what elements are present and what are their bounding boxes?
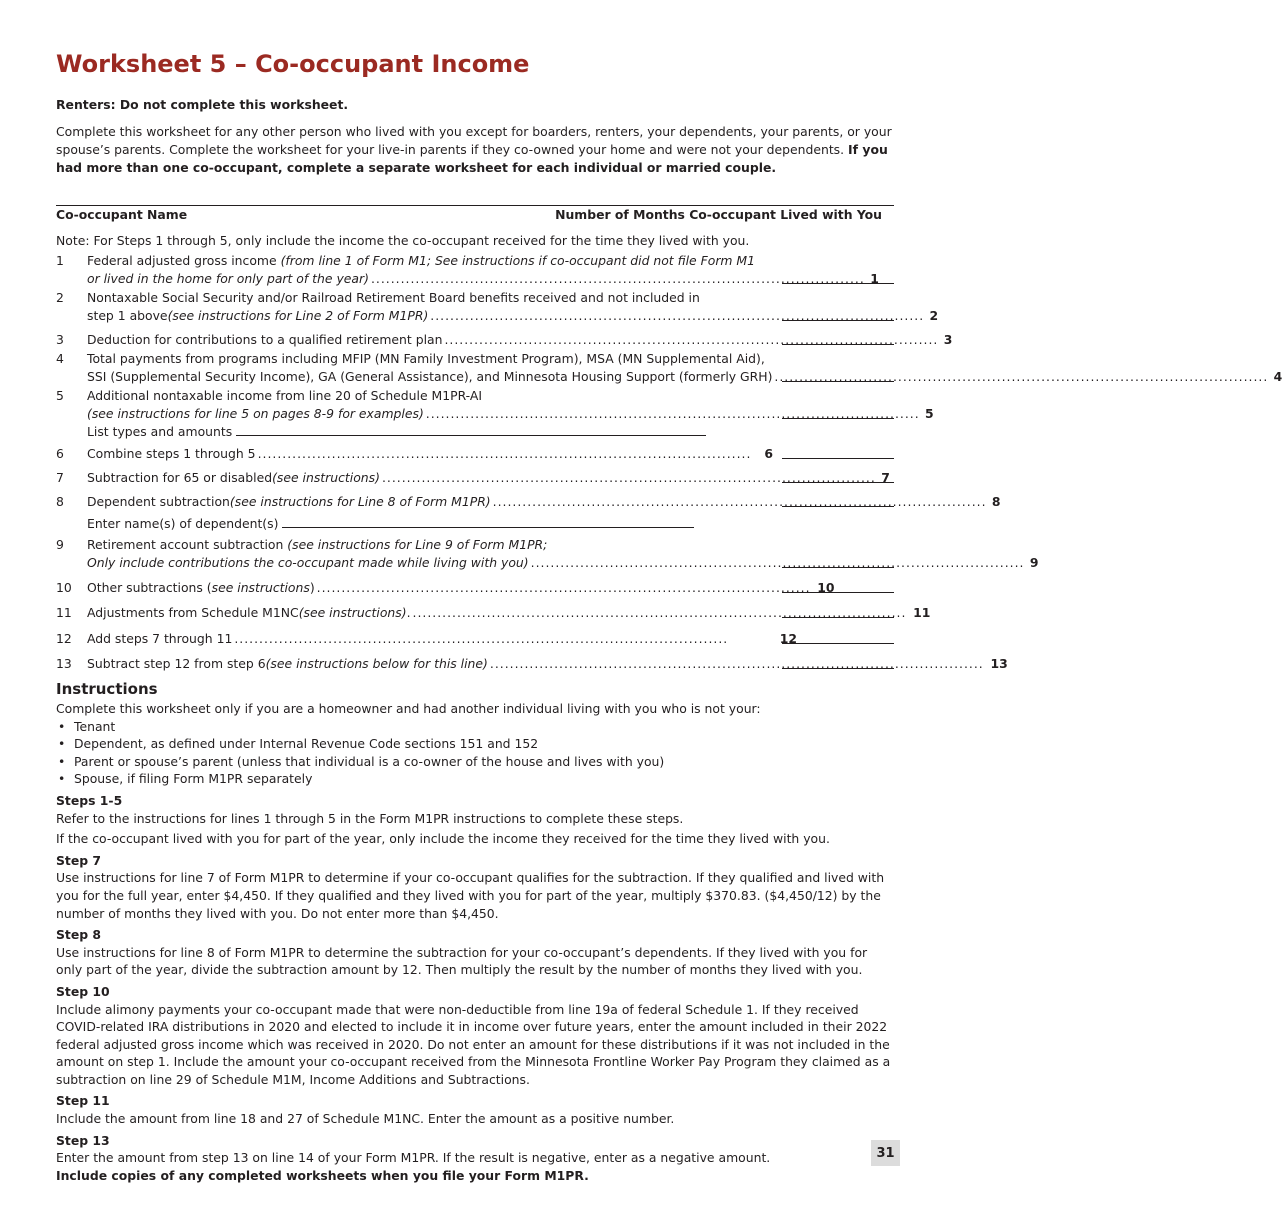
line-italic: or lived in the home for only part of the year) <box>87 271 369 286</box>
line-number: 7 <box>56 470 64 485</box>
step-11-heading: Step 11 <box>56 1093 110 1109</box>
line-text: SSI (Supplemental Security Income), GA (General Assistance), and Minnesota Housing Support (formerly GRH) <box>87 369 773 384</box>
list-item: • Tenant <box>56 718 894 736</box>
answer-field-line-4[interactable] <box>782 381 894 382</box>
worksheet-line-6: 6 Combine steps 1 through 5 .................................................................................................... 6 <box>56 445 894 463</box>
worksheet-line-3: 3 Deduction for contributions to a qualified retirement plan .................................................................................................... 3 <box>56 332 953 347</box>
line-text: step 1 above <box>87 308 168 323</box>
line-text: Combine steps 1 through 5 <box>87 446 256 461</box>
answer-field-line-9[interactable] <box>782 567 894 568</box>
line-italic: Only include contributions the co-occupant made while living with you) <box>87 555 529 570</box>
line-number: 8 <box>56 494 64 509</box>
line-italic: (see instructions for Line 9 of Form M1PR; <box>287 537 548 552</box>
steps-1-5-heading: Steps 1-5 <box>56 792 123 808</box>
list-item: • Dependent, as defined under Internal Revenue Code sections 151 and 152 <box>56 735 894 753</box>
list-item: • Spouse, if filing Form M1PR separately <box>56 770 894 788</box>
line-number: 5 <box>56 388 64 403</box>
instructions-body <box>56 700 894 1184</box>
line-italic: (see instructions for Line 8 of Form M1PR) <box>229 494 491 509</box>
answer-field-line-11[interactable] <box>782 617 894 618</box>
intro-paragraph <box>56 123 894 177</box>
months-lived-label: Number of Months Co-occupant Lived with You <box>555 207 882 222</box>
line-italic: see instructions <box>211 580 310 595</box>
header-rule <box>56 205 894 206</box>
line-number: 6 <box>56 446 64 461</box>
line-number: 2 <box>56 290 64 305</box>
answer-field-line-7[interactable] <box>782 482 894 483</box>
line-number: 9 <box>56 537 64 552</box>
step-13-heading: Step 13 <box>56 1132 110 1148</box>
worksheet-line-12: 12 Add steps 7 through 11 .................................................................................................... 12 <box>56 630 894 648</box>
line-number: 10 <box>56 580 72 595</box>
step-8-heading: Step 8 <box>56 927 102 943</box>
line-text: Total payments from programs including MFIP (MN Family Investment Program), MSA (MN Supplemental Aid), <box>87 351 765 366</box>
worksheet-line-8: 8 Dependent subtraction (see instructions for Line 8 of Form M1PR) .................................................................................................... 8 Enter name(s) of dependent(s) <box>56 494 1001 531</box>
answer-field-line-5[interactable] <box>782 418 894 419</box>
line-text: ) <box>309 580 315 595</box>
line-number: 3 <box>56 332 64 347</box>
list-item: • Parent or spouse’s parent (unless that individual is a co-owner of the house and lives with you) <box>56 753 894 771</box>
instructions-heading: Instructions <box>56 680 158 698</box>
answer-field-line-8[interactable] <box>782 506 894 507</box>
line-ref: 8 <box>991 494 1001 509</box>
worksheet-line-11: 11 Adjustments from Schedule M1NC (see instructions) . .................................................................................................... 11 <box>56 605 931 620</box>
page-number: 31 <box>871 1140 900 1166</box>
worksheet-line-5: 5 Additional nontaxable income from line 20 of Schedule M1PR-AI (see instructions for line 5 on pages 8-9 for examples) .................................................................................................... 5 List types and amounts <box>56 388 934 439</box>
worksheet-line-9: 9 Retirement account subtraction (see instructions for Line 9 of Form M1PR; Only include contributions the co-occupant made while living with you) .................................................................................................... 9 <box>56 537 1039 570</box>
step-11-text: Include the amount from line 18 and 27 of Schedule M1NC. Enter the amount as a positive number. <box>56 1111 675 1127</box>
line-italic: (see instructions) <box>272 470 380 485</box>
line-number: 1 <box>56 253 64 268</box>
line-number: 12 <box>56 631 72 646</box>
steps-note: Note: For Steps 1 through 5, only include the income the co-occupant received for the time they lived with you. <box>56 233 750 248</box>
line-italic: (see instructions for line 5 on pages 8-9 for examples) <box>87 406 424 421</box>
line-ref: 2 <box>929 308 939 323</box>
step-8-text: Use instructions for line 8 of Form M1PR to determine the subtraction for your co-occupant’s dependents. If they lived with you for only part of the year, divide the subtraction amount by 12. Then multiply the result by the number of months they lived with you. <box>56 944 868 978</box>
line-italic: (see instructions below for this line) <box>265 656 488 671</box>
line-number: 13 <box>56 656 72 671</box>
line-text: List types and amounts <box>87 424 233 439</box>
line-text: Add steps 7 through 11 <box>87 631 233 646</box>
list-types-field[interactable] <box>236 423 706 436</box>
step-7-text: Use instructions for line 7 of Form M1PR to determine if your co-occupant qualifies for the subtraction. If they qualified and lived with you for the full year, enter $4,450. If they qualified and they lived with you for part of the year, multiply $370.83. ($4,450/12) by the number of months they lived with you. Do not enter more than $4,450. <box>56 870 885 921</box>
step-13-text: Enter the amount from step 13 on line 14 of your Form M1PR. If the result is negative, enter as a negative amount. <box>56 1150 771 1166</box>
step-7-heading: Step 7 <box>56 852 102 868</box>
answer-field-line-2[interactable] <box>782 320 894 321</box>
line-text: Retirement account subtraction <box>87 537 288 552</box>
line-text: Subtraction for 65 or disabled <box>87 470 273 485</box>
steps-1-5-text: Refer to the instructions for lines 1 through 5 in the Form M1PR instructions to complete these steps. <box>56 810 684 826</box>
line-ref: 11 <box>913 605 931 620</box>
worksheet-line-1: 1 Federal adjusted gross income (from line 1 of Form M1; See instructions if co-occupant did not file Form M1 or lived in the home for only part of the year) .................................................................................................... 1 <box>56 252 894 288</box>
line-ref: 4 <box>1273 369 1282 384</box>
steps-1-5-text-2: If the co-occupant lived with you for part of the year, only include the income they received for the time they lived with you. <box>56 831 830 847</box>
line-ref: 13 <box>990 656 1008 671</box>
line-ref: 3 <box>943 332 953 347</box>
answer-field-line-3[interactable] <box>782 344 894 345</box>
exclusion-list <box>56 718 894 788</box>
closing-note: Include copies of any completed worksheets when you file your Form M1PR. <box>56 1167 589 1183</box>
worksheet-line-7: 7 Subtraction for 65 or disabled (see instructions) .................................................................................................... 7 <box>56 469 894 487</box>
line-text: Nontaxable Social Security and/or Railroad Retirement Board benefits received and not included in <box>87 290 700 305</box>
co-occupant-name-label: Co-occupant Name <box>56 207 188 222</box>
line-ref: 12 <box>779 631 797 646</box>
line-text: Enter name(s) of dependent(s) <box>87 516 279 531</box>
answer-field-line-13[interactable] <box>782 668 894 669</box>
worksheet-line-2: 2 Nontaxable Social Security and/or Railroad Retirement Board benefits received and not included in step 1 above (see instructions for Line 2 of Form M1PR) .................................................................................................... 2 <box>56 290 939 323</box>
line-italic: (see instructions for Line 2 of Form M1PR) <box>167 308 429 323</box>
line-text: Dependent subtraction <box>87 494 230 509</box>
instructions-lead: Complete this worksheet only if you are a homeowner and had another individual living with you who is not your: <box>56 701 761 716</box>
intro-bold-text: If you had more than one co-occupant, complete a separate worksheet for each individual or married couple. <box>56 142 888 175</box>
worksheet-line-13: 13 Subtract step 12 from step 6 (see instructions below for this line) .................................................................................................... 13 <box>56 656 1008 671</box>
line-number: 4 <box>56 351 64 366</box>
line-text: Federal adjusted gross income <box>87 253 281 268</box>
line-ref: 1 <box>870 271 879 286</box>
answer-field-line-10[interactable] <box>782 592 894 593</box>
line-number: 11 <box>56 605 72 620</box>
line-ref: 6 <box>764 446 773 461</box>
answer-field-line-6[interactable] <box>782 458 894 459</box>
line-ref: 5 <box>925 406 934 421</box>
line-text: Other subtractions ( <box>87 580 212 595</box>
step-10-heading: Step 10 <box>56 983 110 999</box>
answer-field-line-12[interactable] <box>782 643 894 644</box>
line-italic: (see instructions) <box>298 605 407 620</box>
page-title: Worksheet 5 – Co-occupant Income <box>56 50 530 78</box>
step-10-text: Include alimony payments your co-occupant made that were non-deductible from line 19a of federal Schedule 1. If they received COVID-related IRA distributions in 2020 and elected to include it in income over future years, enter the amount included in their 2022 federal adjusted gross income which was received in 2020. Do not enter an amount for these distributions if it was not included in the amount on step 1. Include the amount your co-occupant received from the Minnesota Frontline Worker Pay Program they claimed as a subtraction on line 29 of Schedule M1M, Income Additions and Subtractions. <box>56 1001 891 1087</box>
renters-note: Renters: Do not complete this worksheet. <box>56 97 349 112</box>
line-text: Adjustments from Schedule M1NC <box>87 605 299 620</box>
worksheet-line-4: 4 Total payments from programs including MFIP (MN Family Investment Program), MSA (MN Supplemental Aid), SSI (Supplemental Security Income), GA (General Assistance), and Minnesota Housing Support (formerly GRH) .................................................................................................... 4 <box>56 351 1282 384</box>
line-ref: 7 <box>881 470 890 485</box>
line-text: . <box>406 605 411 620</box>
line-italic: (from line 1 of Form M1; See instructions if co-occupant did not file Form M1 <box>280 253 756 268</box>
intro-text: Complete this worksheet for any other person who lived with you except for boarders, renters, your dependents, your parents, or your spouse’s parents. Complete the worksheet for your live-in parents if they co-owned your home and were not your dependents. <box>56 124 892 157</box>
line-text: Subtract step 12 from step 6 <box>87 656 266 671</box>
dependent-names-field[interactable] <box>282 515 694 528</box>
line-ref: 10 <box>817 580 835 595</box>
worksheet-line-10: 10 Other subtractions ( see instructions ) .................................................................................................... 10 <box>56 579 894 597</box>
line-text: Additional nontaxable income from line 20 of Schedule M1PR-AI <box>87 388 483 403</box>
line-ref: 9 <box>1029 555 1039 570</box>
answer-field-line-1[interactable] <box>782 283 894 284</box>
line-text: Deduction for contributions to a qualified retirement plan <box>87 332 443 347</box>
